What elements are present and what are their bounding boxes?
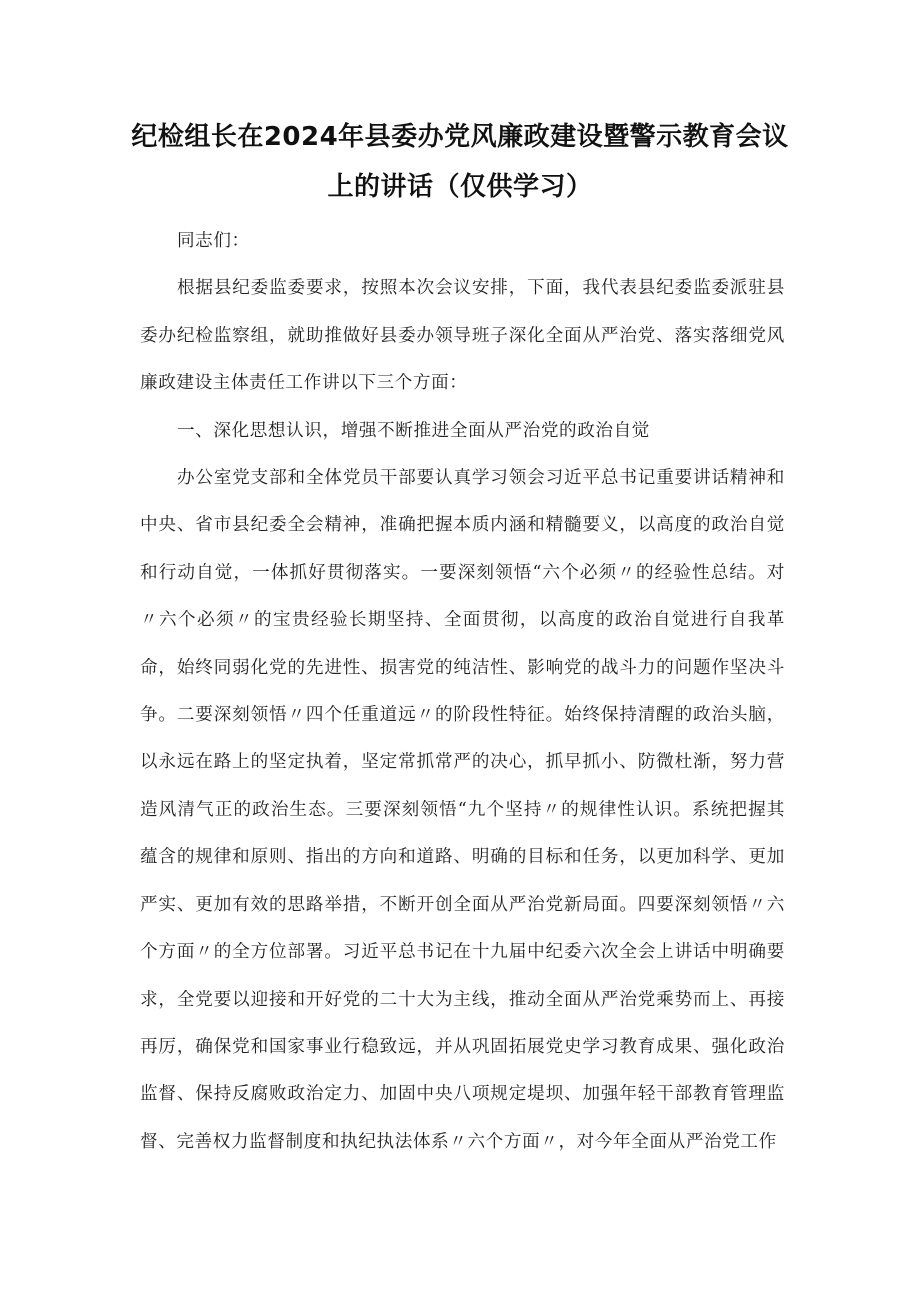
document-body [140, 218, 785, 1166]
paragraph-intro: 根据县纪委监委要求，按照本次会议安排，下面，我代表县纪委监委派驻县委办纪检监察组，就助推做好县委办领导班子深化全面从严治党、落实落细党风廉政建设主体责任工作讲以下三个方面： [140, 278, 785, 394]
greeting: 同志们： [176, 231, 250, 251]
document-title: 纪检组长在2024年县委办党风廉政建设暨警示教育会议上的讲话（仅供学习） [131, 122, 789, 202]
paragraph-section-1: 办公室党支部和全体党员干部要认真学习领会习近平总书记重要讲话精神和中央、省市县纪委全会精神，准确把握本质内涵和精髓要义，以高度的政治自觉和行动自觉，一体抓好贯彻落实。一要深刻领悟“六个必须〃的经验性总结。对〃六个必须〃的宝贵经验长期坚持、全面贯彻，以高度的政治自觉进行自我革命，始终同弱化党的先进性、损害党的纯洁性、影响党的战斗力的问题作坚决斗争。二要深刻领悟〃四个任重道远〃的阶段性特征。始终保持清醒的政治头脑，以永远在路上的坚定执着，坚定常抓常严的决心，抓早抓小、防微杜渐，努力营造风清气正的政治生态。三要深刻领悟“九个坚持〃的规律性认识。系统把握其蕴含的规律和原则、指出的方向和道路、明确的目标和任务，以更加科学、更加严实、更加有效的思路举措，不断开创全面从严治党新局面。四要深刻领悟〃六个方面〃的全方位部署。习近平总书记在十九届中纪委六次全会上讲话中明确要求，全党要以迎接和开好党的二十大为主线，推动全面从严治党乘势而上、再接再厉，确保党和国家事业行稳致远，并从巩固拓展党史学习教育成果、强化政治监督、保持反腐败政治定力、加固中央八项规定堤坝、加强年轻干部教育管理监督、完善权力监督制度和执纪执法体系〃六个方面〃，对今年全面从严治党工作 [140, 468, 785, 1152]
section-heading-1: 一、深化思想认识，增强不断推进全面从严治党的政治自觉 [176, 420, 650, 441]
